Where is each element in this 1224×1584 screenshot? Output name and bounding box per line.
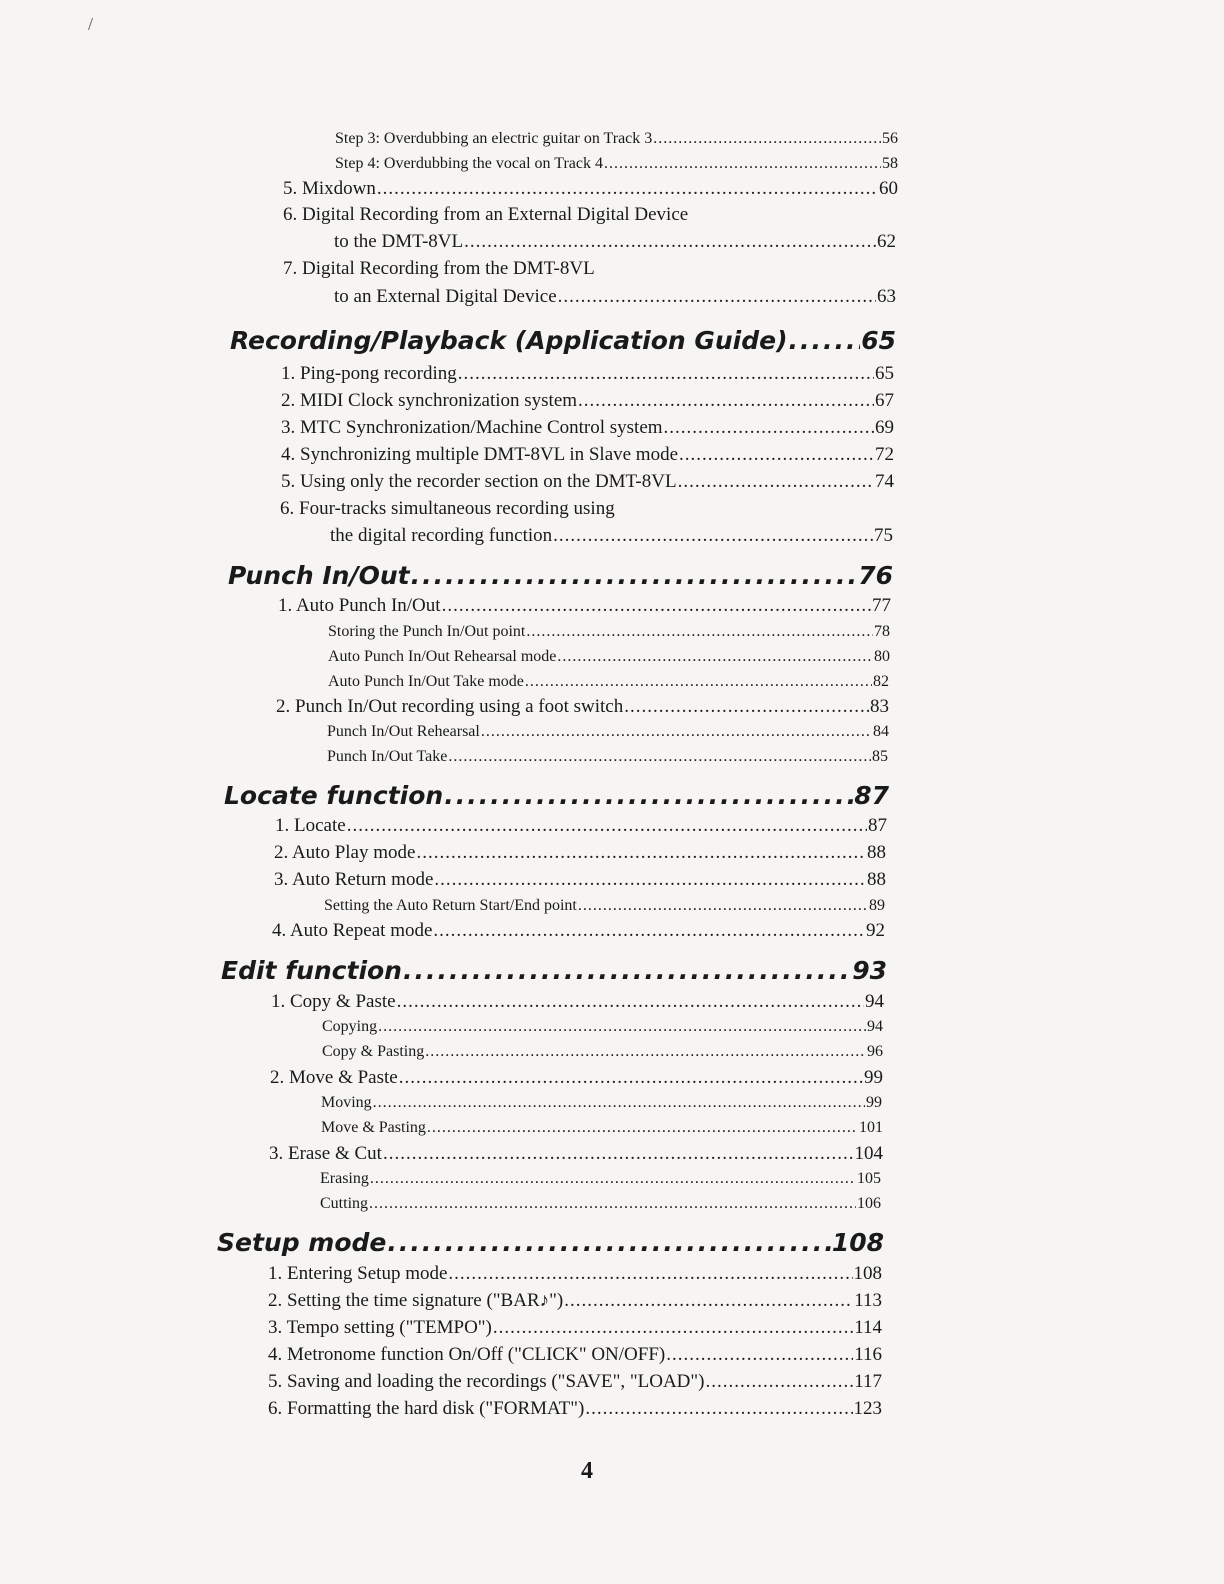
- dot-leader: [370, 1170, 856, 1188]
- toc-entry: [321, 1094, 882, 1112]
- toc-entry: [328, 623, 890, 641]
- toc-entry: [283, 178, 898, 200]
- toc-entry: [321, 1119, 883, 1137]
- dot-leader: [789, 326, 861, 355]
- toc-entry: [268, 1371, 882, 1393]
- toc-entry-label: 6. Four-tracks simultaneous recording using: [280, 498, 615, 519]
- toc-entry: [324, 897, 885, 915]
- dot-leader: [434, 869, 866, 891]
- dot-leader: [397, 991, 864, 1013]
- dot-leader: [403, 956, 851, 985]
- toc-entry: [268, 1317, 882, 1339]
- toc-entry-page: 56: [882, 130, 898, 147]
- toc-heading-page: 108: [831, 1228, 884, 1257]
- toc-entry-page: 78: [874, 623, 890, 640]
- dot-leader: [427, 1119, 858, 1137]
- toc-entry: [281, 444, 894, 466]
- toc-entry-page: 77: [872, 595, 891, 616]
- dot-leader: [399, 1067, 863, 1089]
- toc-entry-page: 74: [875, 471, 894, 492]
- toc-entry-label: Storing the Punch In/Out point: [328, 623, 526, 640]
- dot-leader: [387, 1228, 830, 1257]
- page-number: 4: [581, 1458, 593, 1484]
- toc-entry-label: 2. Auto Play mode: [274, 842, 416, 863]
- toc-entry: [278, 595, 891, 617]
- scan-mark: /: [88, 14, 94, 34]
- toc-entry-page: 60: [879, 178, 898, 199]
- toc-entry-label: 6. Digital Recording from an External Digital Device: [283, 204, 689, 225]
- dot-leader: [705, 1371, 853, 1393]
- dot-leader: [553, 525, 873, 547]
- toc-entry-label: 7. Digital Recording from the DMT-8VL: [283, 258, 595, 279]
- toc-entry-label: the digital recording function: [330, 525, 553, 546]
- dot-leader: [678, 471, 874, 493]
- toc-entry-label: 2. Punch In/Out recording using a foot switch: [276, 696, 624, 717]
- toc-entry-page: 104: [854, 1143, 883, 1164]
- toc-entry-page: 88: [867, 869, 886, 890]
- toc-entry: [281, 363, 894, 385]
- toc-entry-page: 80: [874, 648, 890, 665]
- toc-entry: [328, 673, 889, 691]
- toc-entry-label: 2. Move & Paste: [270, 1067, 398, 1088]
- dot-leader: [448, 748, 871, 766]
- toc-entry-label: 1. Copy & Paste: [271, 991, 396, 1012]
- toc-entry: [281, 390, 894, 412]
- toc-entry-label: 4. Auto Repeat mode: [272, 920, 433, 941]
- toc-entry: [322, 1018, 883, 1036]
- toc-entry-label: Setting the Auto Return Start/End point: [324, 897, 577, 914]
- toc-entry-label: to an External Digital Device: [334, 286, 557, 307]
- toc-entry-page: 87: [868, 815, 887, 836]
- toc-entry: [334, 231, 896, 253]
- toc-entry-label: 5. Mixdown: [283, 178, 376, 199]
- toc-entry-page: 94: [867, 1018, 883, 1035]
- toc-entry: [275, 815, 887, 837]
- toc-entry-page: 62: [877, 231, 896, 252]
- toc-entry-label: Moving: [321, 1094, 372, 1111]
- toc-entry-page: 75: [874, 525, 893, 546]
- toc-heading-label: Setup mode: [217, 1228, 387, 1257]
- toc-entry-label: Punch In/Out Rehearsal: [327, 723, 480, 740]
- dot-leader: [604, 155, 881, 173]
- toc-entry-label: 2. MIDI Clock synchronization system: [281, 390, 578, 411]
- toc-heading-label: Recording/Playback (Application Guide): [230, 326, 788, 355]
- toc-section-heading: [221, 956, 887, 985]
- dot-leader: [578, 390, 874, 412]
- toc-entry-page: 89: [869, 897, 885, 914]
- toc-entry-label: Copying: [322, 1018, 378, 1035]
- dot-leader: [557, 648, 873, 666]
- dot-leader: [378, 1018, 866, 1036]
- toc-section-heading: [228, 561, 893, 590]
- toc-entry-label: Punch In/Out Take: [327, 748, 448, 765]
- dot-leader: [526, 623, 873, 641]
- toc-entry-label: 1. Ping-pong recording: [281, 363, 457, 384]
- toc-entry-page: 72: [875, 444, 894, 465]
- toc-entry-page: 99: [864, 1067, 883, 1088]
- toc-entry: [327, 748, 888, 766]
- dot-leader: [458, 363, 874, 385]
- toc-entry: [268, 1263, 882, 1285]
- toc-entry-label: 3. Auto Return mode: [274, 869, 434, 890]
- toc-heading-page: 65: [861, 326, 896, 355]
- toc-entry: [327, 723, 889, 741]
- toc-entry-label: Step 4: Overdubbing the vocal on Track 4: [335, 155, 603, 172]
- dot-leader: [377, 178, 878, 200]
- toc-entry: [272, 920, 885, 942]
- toc-entry-page: 114: [854, 1317, 882, 1338]
- toc-entry-label: 1. Locate: [275, 815, 346, 836]
- dot-leader: [369, 1195, 856, 1213]
- dot-leader: [558, 286, 876, 308]
- toc-entry-page: 92: [866, 920, 885, 941]
- dot-leader: [525, 673, 872, 691]
- dot-leader: [481, 723, 872, 741]
- toc-heading-label: Edit function: [221, 956, 402, 985]
- toc-entry-page: 58: [882, 155, 898, 172]
- toc-heading-page: 93: [852, 956, 887, 985]
- toc-heading-page: 76: [858, 561, 893, 590]
- toc-entry: [274, 869, 886, 891]
- dot-leader: [425, 1043, 866, 1061]
- toc-entry-page: 113: [854, 1290, 882, 1311]
- toc-entry-label: 1. Entering Setup mode: [268, 1263, 448, 1284]
- toc-entry: [281, 417, 894, 439]
- dot-leader: [666, 1344, 853, 1366]
- toc-heading-label: Punch In/Out: [228, 561, 410, 590]
- dot-leader: [444, 781, 853, 810]
- dot-leader: [383, 1143, 854, 1165]
- dot-leader: [464, 231, 876, 253]
- toc-entry-label: Auto Punch In/Out Rehearsal mode: [328, 648, 557, 665]
- toc-section-heading: [230, 326, 896, 355]
- dot-leader: [411, 561, 858, 590]
- dot-leader: [448, 1263, 852, 1285]
- toc-entry-page: 65: [875, 363, 894, 384]
- toc-entry-label: 2. Setting the time signature ("BAR♪"): [268, 1290, 564, 1311]
- toc-entry: [322, 1043, 883, 1061]
- toc-entry-label: 6. Formatting the hard disk ("FORMAT"): [268, 1398, 585, 1419]
- toc-entry: [271, 991, 884, 1013]
- toc-entry-label: 5. Saving and loading the recordings ("SAVE", "LOAD"): [268, 1371, 705, 1392]
- toc-entry-label: Auto Punch In/Out Take mode: [328, 673, 524, 690]
- toc-entry-page: 99: [866, 1094, 882, 1111]
- toc-entry-page: 106: [857, 1195, 881, 1212]
- toc-entry-page: 67: [875, 390, 894, 411]
- dot-leader: [564, 1290, 853, 1312]
- toc-entry-label: 1. Auto Punch In/Out: [278, 595, 441, 616]
- toc-entry: [268, 1398, 882, 1420]
- dot-leader: [373, 1094, 865, 1112]
- toc-entry: [276, 696, 889, 718]
- toc-entry-page: 123: [853, 1398, 882, 1419]
- toc-entry-label: 4. Synchronizing multiple DMT-8VL in Slave mode: [281, 444, 679, 465]
- toc-heading-label: Locate function: [224, 781, 444, 810]
- toc-entry: [268, 1344, 882, 1366]
- toc-entry: [320, 1170, 881, 1188]
- toc-entry-page: 85: [872, 748, 888, 765]
- toc-entry: [334, 286, 896, 308]
- toc-entry: [281, 471, 894, 493]
- toc-entry-page: 105: [857, 1170, 881, 1187]
- dot-leader: [679, 444, 874, 466]
- toc-entry-page: 84: [873, 723, 889, 740]
- dot-leader: [585, 1398, 852, 1420]
- toc-entry-label: Move & Pasting: [321, 1119, 426, 1136]
- toc-entry-label: Cutting: [320, 1195, 369, 1212]
- toc-entry: [328, 648, 890, 666]
- dot-leader: [653, 130, 881, 148]
- toc-entry-label: 3. Erase & Cut: [269, 1143, 382, 1164]
- toc-entry: [335, 155, 898, 173]
- toc-entry-page: 117: [854, 1371, 882, 1392]
- dot-leader: [578, 897, 868, 915]
- dot-leader: [624, 696, 869, 718]
- toc-entry-label: Copy & Pasting: [322, 1043, 425, 1060]
- toc-entry-page: 69: [875, 417, 894, 438]
- toc-entry-page: 82: [873, 673, 889, 690]
- toc-entry-label: Erasing: [320, 1170, 369, 1187]
- toc-entry-page: 63: [877, 286, 896, 307]
- toc-entry: [335, 130, 898, 148]
- toc-entry-label: 3. MTC Synchronization/Machine Control system: [281, 417, 663, 438]
- toc-entry: [320, 1195, 881, 1213]
- toc-entry-page: 101: [859, 1119, 883, 1136]
- dot-leader: [347, 815, 867, 837]
- toc-entry: [269, 1143, 883, 1165]
- toc-entry-label: Step 3: Overdubbing an electric guitar on Track 3: [335, 130, 653, 147]
- dot-leader: [433, 920, 865, 942]
- dot-leader: [416, 842, 866, 864]
- toc-heading-page: 87: [854, 781, 889, 810]
- toc-entry-page: 116: [854, 1344, 882, 1365]
- dot-leader: [442, 595, 871, 617]
- toc-entry-label: 4. Metronome function On/Off ("CLICK" ON/OFF): [268, 1344, 666, 1365]
- toc-entry: [274, 842, 886, 864]
- toc-entry-page: 88: [867, 842, 886, 863]
- dot-leader: [664, 417, 874, 439]
- toc-entry-page: 108: [853, 1263, 882, 1284]
- toc-entry-page: 94: [865, 991, 884, 1012]
- toc-entry-label: 3. Tempo setting ("TEMPO"): [268, 1317, 492, 1338]
- toc-entry-page: 83: [870, 696, 889, 717]
- toc-section-heading: [224, 781, 889, 810]
- toc-entry: [268, 1290, 882, 1312]
- toc-entry-page: 96: [867, 1043, 883, 1060]
- toc-entry-label: to the DMT-8VL: [334, 231, 464, 252]
- toc-entry-label: 5. Using only the recorder section on the DMT-8VL: [281, 471, 677, 492]
- toc-section-heading: [217, 1228, 884, 1257]
- dot-leader: [493, 1317, 853, 1339]
- toc-entry: [270, 1067, 883, 1089]
- toc-entry: [330, 525, 893, 547]
